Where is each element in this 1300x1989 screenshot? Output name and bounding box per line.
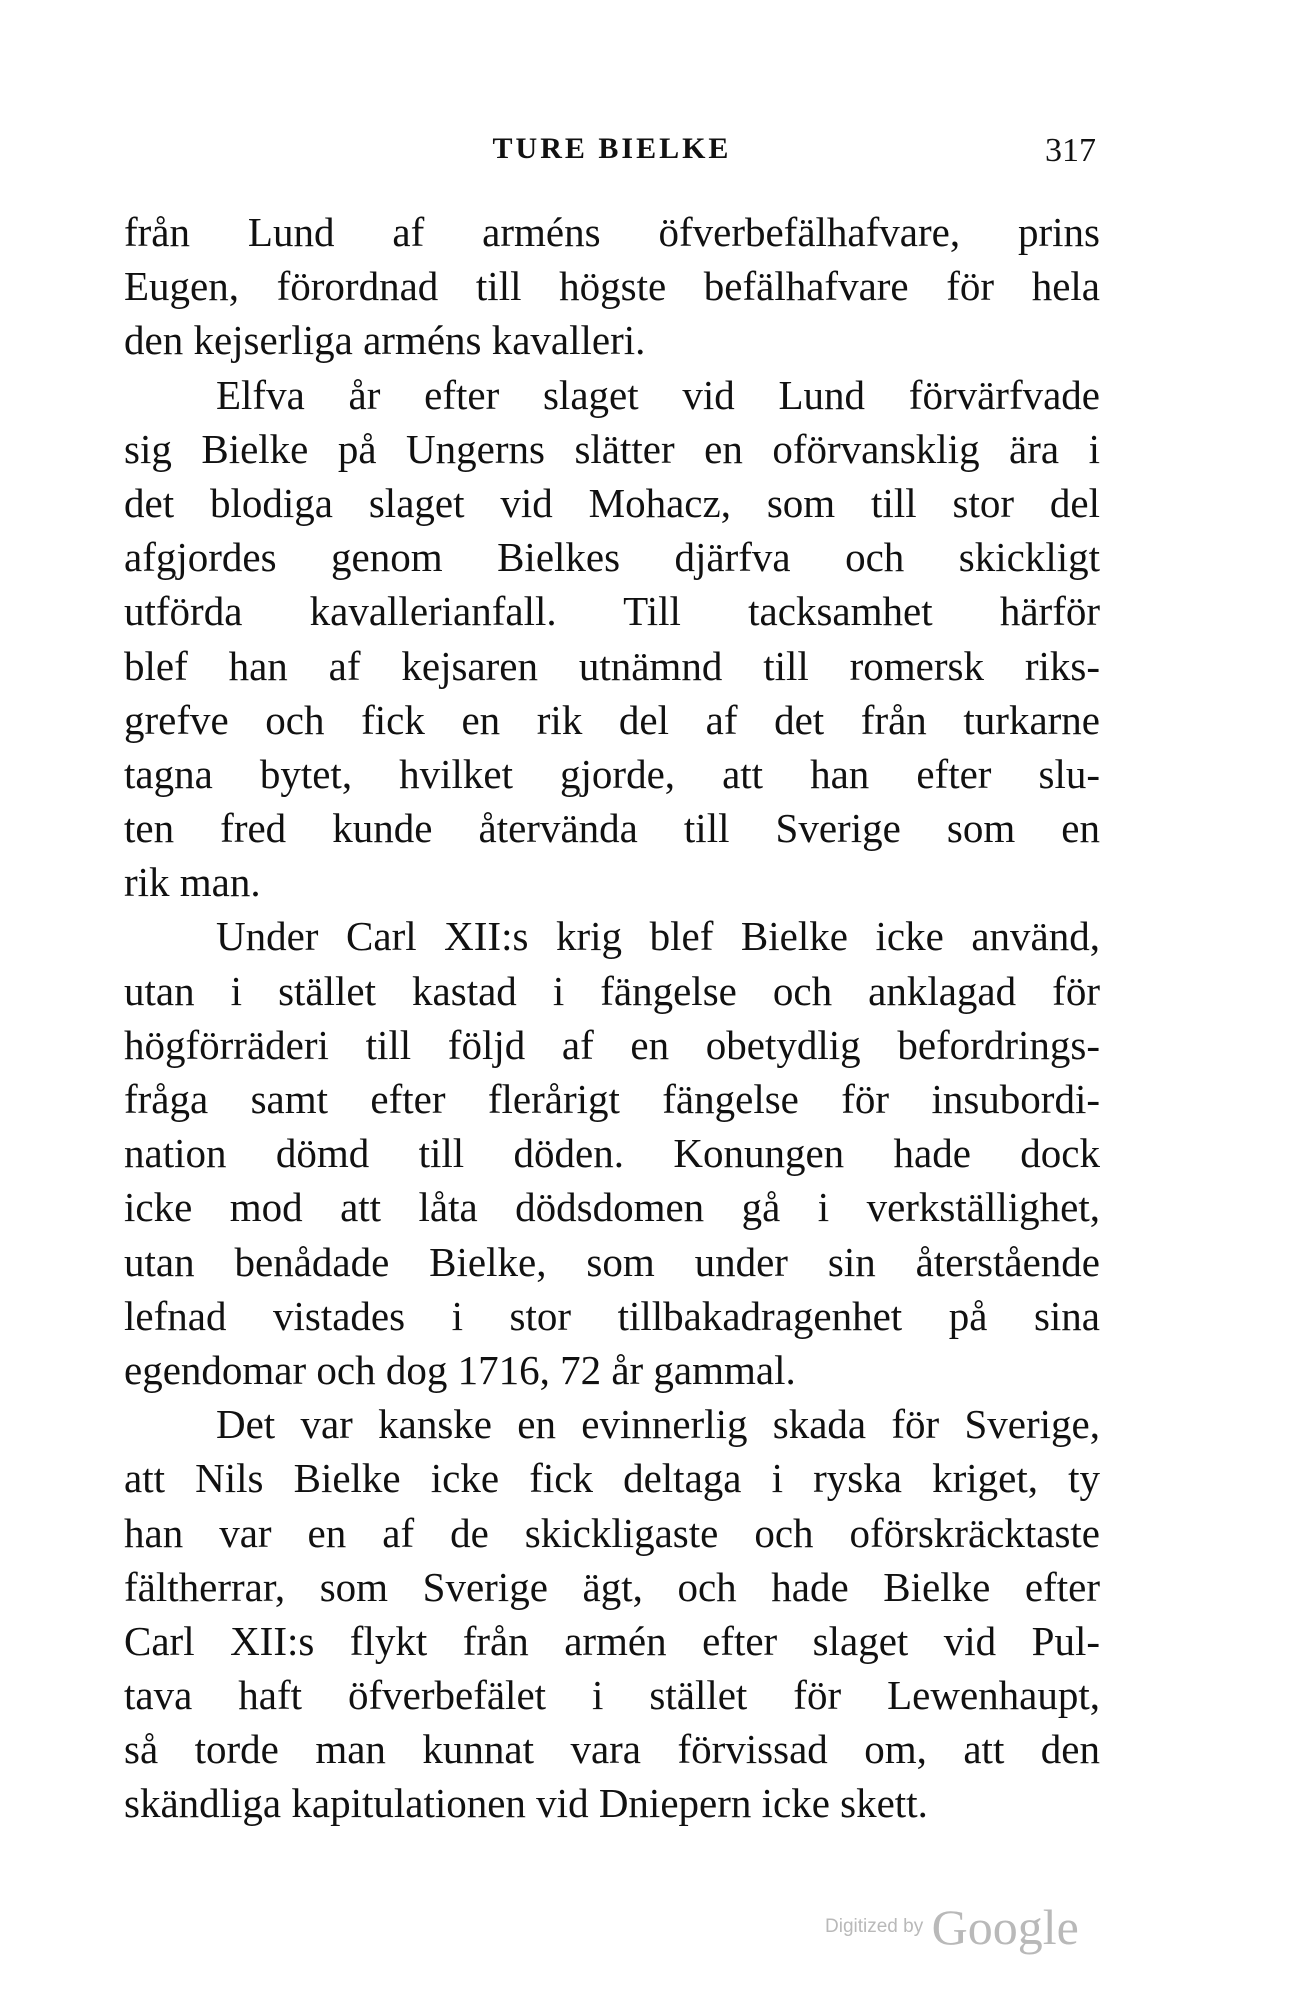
- text-line: det blodiga slaget vid Mohacz, som till stor del: [124, 479, 1100, 526]
- digitization-watermark: [825, 1898, 1079, 1956]
- text-line: Carl XII:s flykt från armén efter slaget vid Pul-: [124, 1617, 1100, 1664]
- text-line: Under Carl XII:s krig blef Bielke icke använd,: [216, 913, 1100, 960]
- running-title: TURE BIELKE: [492, 132, 732, 165]
- text-line: tava haft öfverbefälet i stället för Lewenhaupt,: [124, 1672, 1100, 1719]
- text-line: ten fred kunde återvända till Sverige som en: [124, 805, 1100, 852]
- text-line: Eugen, förordnad till högste befälhafvare för hela: [124, 263, 1100, 310]
- text-line: fråga samt efter flerårigt fängelse för insubordi-: [124, 1076, 1100, 1122]
- running-head: [128, 132, 1096, 176]
- text-line: utan benådade Bielke, som under sin återstående: [124, 1238, 1100, 1285]
- page-number: 317: [1045, 132, 1096, 169]
- text-line: Det var kanske en evinnerlig skada för Sverige,: [216, 1401, 1100, 1448]
- text-line: lefnad vistades i stor tillbakadragenhet på sina: [124, 1292, 1100, 1339]
- text-line: afgjordes genom Bielkes djärfva och skickligt: [124, 534, 1100, 581]
- text-line: den kejserliga arméns kavalleri.: [124, 317, 646, 364]
- text-line: skändliga kapitulationen vid Dniepern icke skett.: [124, 1780, 928, 1827]
- text-line: han var en af de skickligaste och oförskräcktaste: [124, 1509, 1100, 1556]
- text-line: från Lund af arméns öfverbefälhafvare, prins: [124, 209, 1100, 255]
- text-line: att Nils Bielke icke fick deltaga i ryska kriget, ty: [124, 1455, 1100, 1502]
- text-line: utförda kavallerianfall. Till tacksamhet härför: [124, 588, 1100, 635]
- text-line: icke mod att låta dödsdomen gå i verkställighet,: [124, 1184, 1100, 1231]
- text-line: tagna bytet, hvilket gjorde, att han efter slu-: [124, 750, 1100, 797]
- text-line: högförräderi till följd af en obetydlig befordrings-: [124, 1021, 1100, 1068]
- text-line: fältherrar, som Sverige ägt, och hade Bielke efter: [124, 1563, 1100, 1610]
- text-line: egendomar och dog 1716, 72 år gammal.: [124, 1346, 796, 1393]
- text-line: utan i stället kastad i fängelse och anklagad för: [124, 967, 1100, 1014]
- text-line: grefve och fick en rik del af det från turkarne: [124, 696, 1100, 743]
- watermark-prefix: Digitized by: [825, 1916, 924, 1937]
- text-line: blef han af kejsaren utnämnd till romersk riks-: [124, 642, 1100, 689]
- text-line: Elfva år efter slaget vid Lund förvärfvade: [216, 371, 1100, 418]
- text-line: nation dömd till döden. Konungen hade dock: [124, 1130, 1100, 1177]
- text-line: sig Bielke på Ungerns slätter en oförvansklig ära i: [124, 425, 1100, 472]
- text-line: rik man.: [124, 859, 261, 906]
- body-text: [124, 205, 1100, 1831]
- text-line: så torde man kunnat vara förvissad om, att den: [124, 1726, 1100, 1773]
- watermark-logo: Google: [931, 1899, 1079, 1955]
